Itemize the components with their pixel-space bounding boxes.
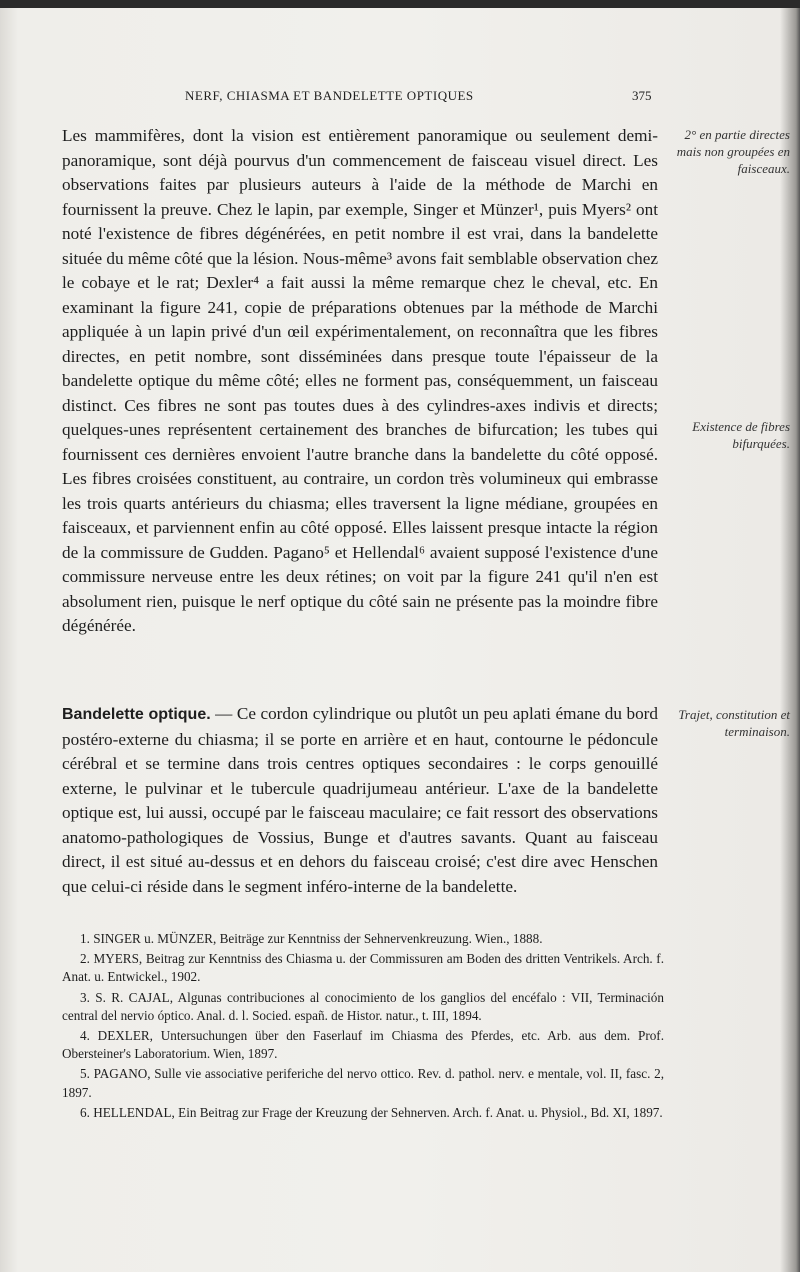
footnote-5: 5. PAGANO, Sulle vie associative periferiche del nervo ottico. Rev. d. pathol. nerv. e mentale, vol. II, fasc. 2, 1897.: [62, 1066, 664, 1100]
section-heading: Bandelette optique.: [62, 706, 211, 723]
footnote-1: 1. SINGER u. MÜNZER, Beiträge zur Kenntniss der Sehnervenkreuzung. Wien., 1888.: [80, 931, 543, 946]
footnote-4: 4. DEXLER, Untersuchungen über den Faserlauf im Chiasma des Pferdes, etc. Arb. aus dem. Prof. Obersteiner's Laboratorium. Wien, 1897.: [62, 1028, 664, 1062]
scan-edge: [0, 0, 800, 8]
margin-note-bifurcated: Existence de fibres bifurquées.: [692, 419, 790, 451]
margin-note-trajet: Trajet, constitution et terminaison.: [678, 707, 790, 739]
footnote-6: 6. HELLENDAL, Ein Beitrag zur Frage der Kreuzung der Sehnerven. Arch. f. Anat. u. Physiol., Bd. XI, 1897.: [80, 1104, 663, 1120]
footnote-3: 3. S. R. CAJAL, Algunas contribuciones al conocimiento de los ganglios del encéfalo : VII, Terminación central del nervio óptico. Anal. d. l. Socied. españ. de Histor. natur., t. III, 1894.: [62, 989, 664, 1023]
paragraph-text: Les mammifères, dont la vision est entièrement panoramique ou seulement demi-panoramique, sont déjà pourvus d'un commencement de faisceau visuel direct. Les observations faites par plusieurs auteurs à l'aide de la méthode de Marchi en fournissent la preuve. Chez le lapin, par exemple, Singer et Münzer¹, puis Myers² ont noté l'existence de fibres dégénérées, en petit nombre il est vrai, dans la bandelette située du même côté que la lésion. Nous-même³ avons fait semblable observation chez le cobaye et le rat; Dexler⁴ a fait aussi la même remarque chez le cheval, etc. En examinant la figure 241, copie de préparations obtenues par la méthode de Marchi appliquée à un lapin privé d'un œil expérimentalement, on reconnaîtra que les fibres directes, en petit nombre, sont disséminées dans presque toute l'épaisseur de la bandelette optique du même côté; elles ne forment pas, conséquemment, un faisceau distinct. Ces fibres ne sont pas toutes dues à des cylindres-axes indivis et directs; quelques-unes représentent certainement des branches de bifurcation; les tubes qui fournissent ces dernières envoient l'autre branche dans la bandelette du côté opposé. Les fibres croisées constituent, au contraire, un cordon très volumineux qui embrasse les trois quarts antérieurs du chiasma; elles traversent la ligne médiane, groupées en faisceaux, et parviennent enfin au côté opposé. Elles laissent presque intacte la région de la commissure de Gudden. Pagano⁵ et Hellendal⁶ avaient supposé l'existence d'une commissure nerveuse entre les deux rétines; on voit par la figure 241 qu'il n'en est absolument rien, puisque le nerf optique du côté sain ne présente pas la moindre fibre dégénérée.: [62, 126, 658, 635]
footnote-2: 2. MYERS, Beitrag zur Kenntniss des Chiasma u. der Commissuren am Boden des dritten Ventrikels. Arch. f. Anat. u. Entwickel., 1902.: [62, 951, 664, 985]
paragraph-bandelette: [62, 702, 658, 899]
paragraph-text: — Ce cordon cylindrique ou plutôt un peu aplati émane du bord postéro-externe du chiasma; il se porte en arrière et en haut, contourne le pédoncule cérébral et se termine dans trois centres optiques secondaires : le corps genouillé externe, le pulvinar et le tubercule quadrijumeau antérieur. L'axe de la bandelette optique est, lui aussi, occupé par le faisceau maculaire; ce fait ressort des observations anatomo-pathologiques de Vossius, Bunge et d'autres savants. Quant au faisceau direct, il est situé au-dessus et en dehors du faisceau croisé; c'est dire avec Henschen que celui-ci réside dans le segment inféro-interne de la bandelette.: [62, 704, 658, 896]
margin-note-direct-fibres: 2° en partie directes mais non groupées en faisceaux.: [676, 127, 790, 176]
page-header: [0, 88, 800, 108]
page-number: 375: [632, 88, 652, 103]
running-title: NERF, CHIASMA ET BANDELETTE OPTIQUES: [185, 88, 474, 103]
footnotes: [62, 930, 664, 1124]
paragraph-mammals: [62, 124, 658, 639]
